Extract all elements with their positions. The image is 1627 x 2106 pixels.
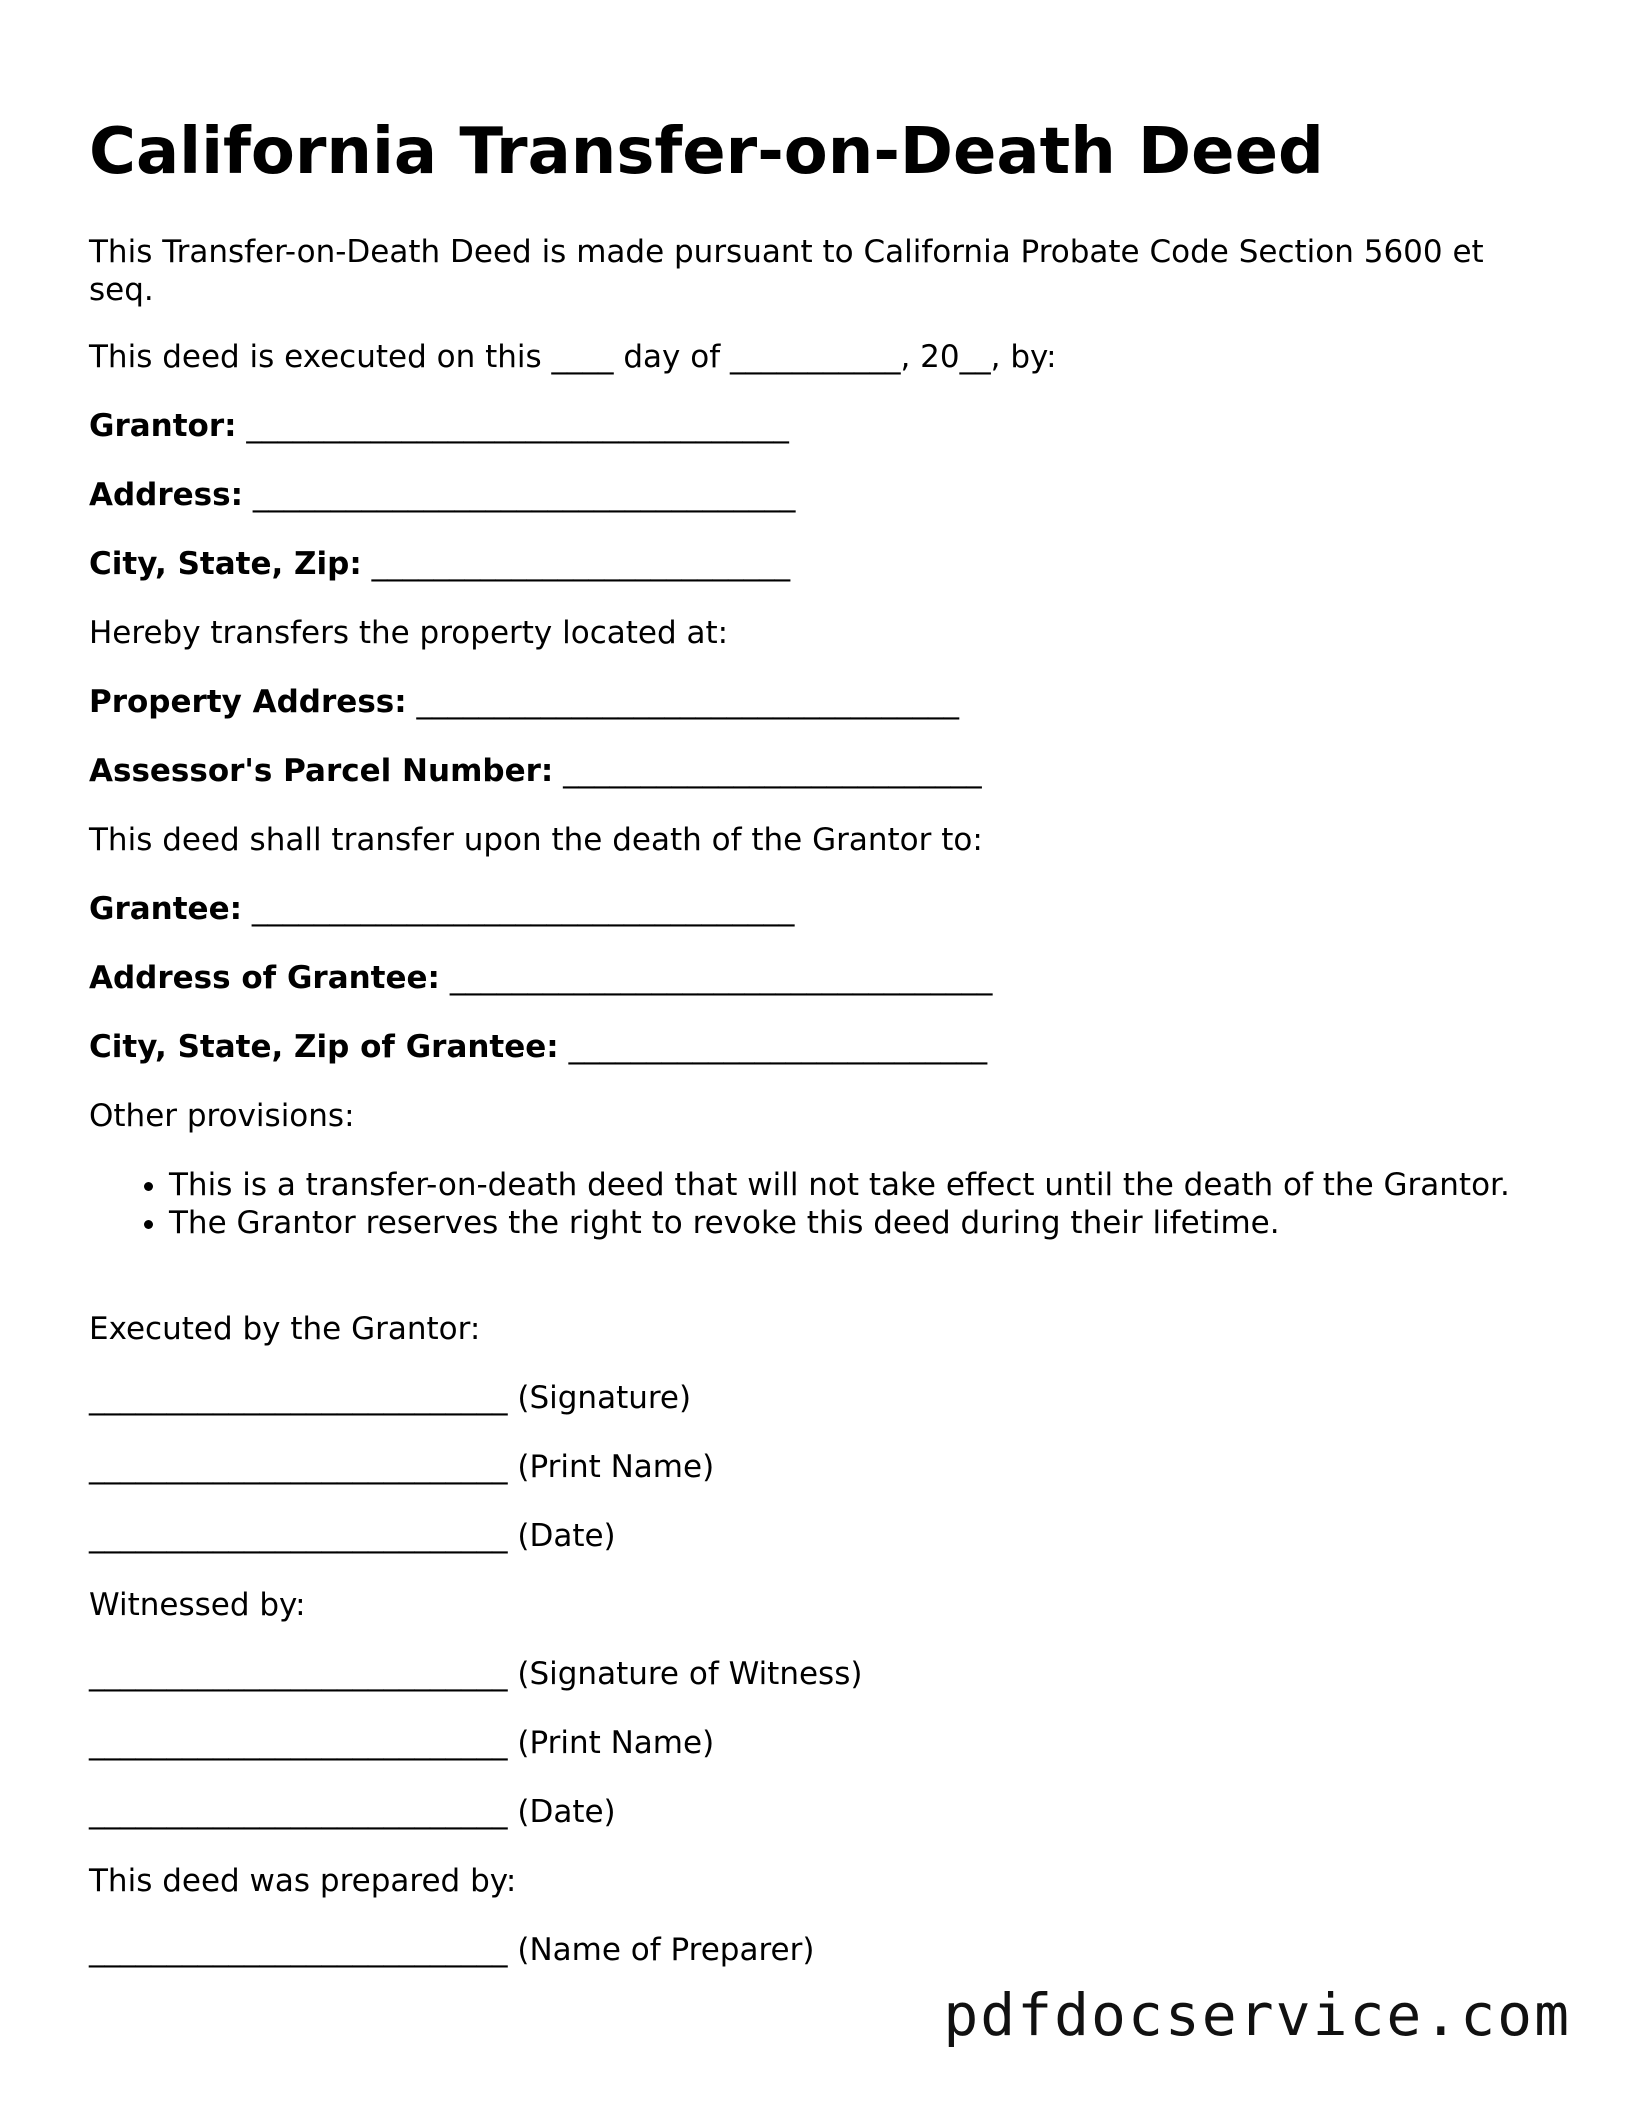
grantor-print-name-caption: (Print Name) [517,1449,715,1485]
grantor-signature-line [89,1379,691,1417]
watermark: pdfdocservice.com [943,1981,1571,2049]
grantor-date-caption: (Date) [517,1518,616,1554]
grantor-print-name-line [89,1448,714,1486]
parcel-number-field [89,752,982,790]
list-item: • This is a transfer-on-death deed that will not take effect until the death of the Grantor. [169,1166,1529,1204]
grantor-signature-caption: (Signature) [517,1380,692,1416]
intro-paragraph: This Transfer-on-Death Deed is made pursuant to California Probate Code Section 5600 et seq. [89,234,1484,308]
witness-print-name-line [89,1724,714,1762]
grantee-field [89,890,794,928]
witness-print-name-caption: (Print Name) [517,1725,715,1761]
grantee-label: Grantee: [89,891,242,927]
property-address-field [89,683,959,721]
executed-by-label: Executed by the Grantor: [89,1311,481,1347]
grantor-print-name-blank[interactable]: ___________________________ [89,1449,508,1485]
grantee-address-blank[interactable]: ___________________________________ [449,960,993,996]
grantor-signature-blank[interactable]: ___________________________ [89,1380,508,1416]
grantee-city-state-zip-blank[interactable]: ___________________________ [568,1029,988,1065]
witness-date-blank[interactable]: ___________________________ [89,1794,508,1830]
grantee-blank[interactable]: ___________________________________ [251,891,795,927]
witnessed-by-label: Witnessed by: [89,1587,306,1623]
grantee-address-field [89,959,992,997]
prepared-by-label: This deed was prepared by: [89,1863,517,1899]
grantee-city-state-zip-field [89,1028,987,1066]
provisions-list [89,1166,1529,1242]
witness-signature-caption: (Signature of Witness) [517,1656,863,1692]
transfers-text: Hereby transfers the property located at: [89,615,729,651]
page-title: California Transfer-on-Death Deed [89,115,1324,189]
preparer-name-caption: (Name of Preparer) [517,1932,815,1968]
witness-print-name-blank[interactable]: ___________________________ [89,1725,508,1761]
grantor-address-label: Address: [89,477,243,513]
list-item: • The Grantor reserves the right to revoke this deed during their lifetime. [169,1204,1529,1242]
grantor-blank[interactable]: ___________________________________ [246,408,789,444]
parcel-number-blank[interactable]: ___________________________ [563,753,982,789]
grantor-address-blank[interactable]: ___________________________________ [252,477,796,513]
witness-date-caption: (Date) [517,1794,616,1830]
witness-signature-line [89,1655,862,1693]
upon-death-text: This deed shall transfer upon the death of the Grantor to: [89,822,983,858]
grantor-city-state-zip-blank[interactable]: ___________________________ [371,546,791,582]
grantee-address-label: Address of Grantee: [89,960,440,996]
parcel-number-label: Assessor's Parcel Number: [89,753,554,789]
grantee-city-state-zip-label: City, State, Zip of Grantee: [89,1029,559,1065]
witness-date-line [89,1793,616,1831]
property-address-blank[interactable]: ___________________________________ [416,684,959,720]
execution-date-line: This deed is executed on this ____ day of ___________, 20__, by: [89,339,1057,375]
preparer-name-line [89,1931,814,1969]
grantor-address-field [89,476,795,514]
grantor-city-state-zip-label: City, State, Zip: [89,546,362,582]
grantor-label: Grantor: [89,408,237,444]
grantor-date-blank[interactable]: ___________________________ [89,1518,508,1554]
grantor-date-line [89,1517,616,1555]
property-address-label: Property Address: [89,684,407,720]
grantor-field [89,407,789,445]
preparer-name-blank[interactable]: ___________________________ [89,1932,508,1968]
witness-signature-blank[interactable]: ___________________________ [89,1656,508,1692]
other-provisions-label: Other provisions: [89,1098,355,1134]
grantor-city-state-zip-field [89,545,790,583]
